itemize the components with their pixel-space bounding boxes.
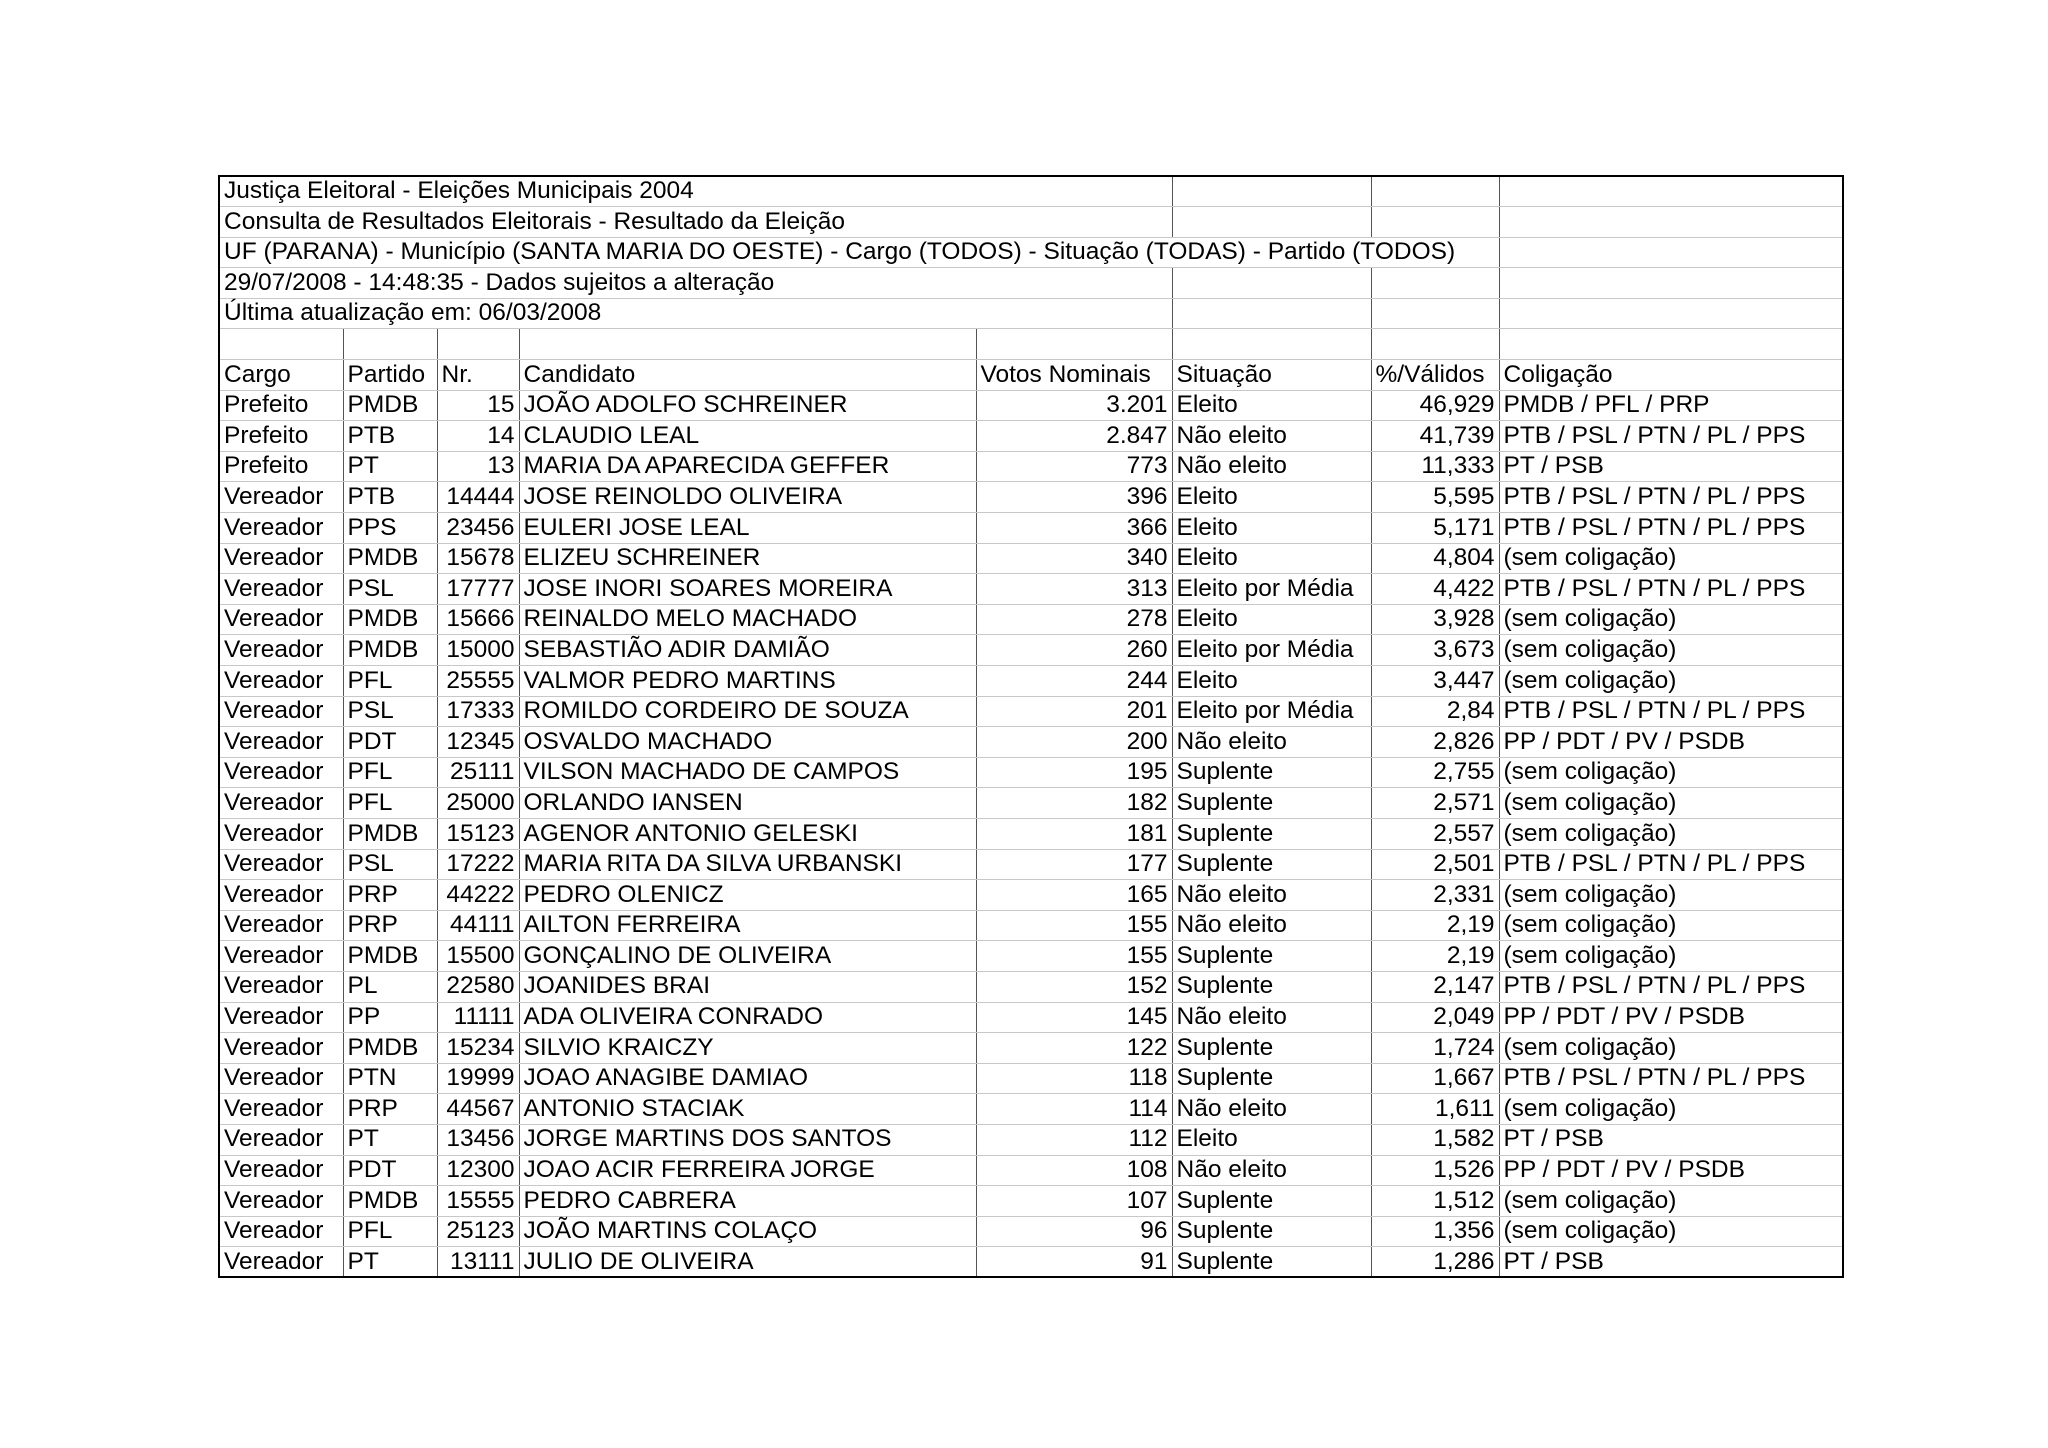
coligacao-cell: PTB / PSL / PTN / PL / PPS [1499,696,1843,727]
coligacao-cell: (sem coligação) [1499,880,1843,911]
cargo-cell: Vereador [219,788,343,819]
partido-cell: PDT [343,1155,437,1186]
nr-cell: 12300 [437,1155,519,1186]
nr-cell: 19999 [437,1063,519,1094]
votos-cell: 114 [976,1094,1172,1125]
partido-cell: PT [343,1124,437,1155]
votos-cell: 152 [976,971,1172,1002]
situacao-cell: Não eleito [1172,727,1371,758]
partido-cell: PMDB [343,390,437,421]
votos-cell: 181 [976,818,1172,849]
nr-cell: 13 [437,451,519,482]
nr-cell: 25555 [437,666,519,697]
validos-cell: 2,147 [1371,971,1499,1002]
candidato-cell: AGENOR ANTONIO GELESKI [519,818,976,849]
coligacao-cell: (sem coligação) [1499,666,1843,697]
partido-cell: PDT [343,727,437,758]
validos-cell: 2,557 [1371,818,1499,849]
coligacao-cell: PTB / PSL / PTN / PL / PPS [1499,849,1843,880]
cargo-cell: Vereador [219,1155,343,1186]
candidato-cell: VILSON MACHADO DE CAMPOS [519,757,976,788]
table-row [219,421,1843,452]
table-row [219,757,1843,788]
coligacao-cell: PTB / PSL / PTN / PL / PPS [1499,482,1843,513]
validos-cell: 1,512 [1371,1186,1499,1217]
votos-cell: 201 [976,696,1172,727]
situacao-cell: Não eleito [1172,880,1371,911]
candidato-cell: SILVIO KRAICZY [519,1033,976,1064]
cargo-cell: Vereador [219,971,343,1002]
partido-cell: PMDB [343,941,437,972]
partido-cell: PT [343,451,437,482]
table-row [219,666,1843,697]
nr-cell: 15666 [437,604,519,635]
votos-cell: 340 [976,543,1172,574]
candidato-cell: MARIA DA APARECIDA GEFFER [519,451,976,482]
coligacao-cell: (sem coligação) [1499,757,1843,788]
validos-cell: 1,611 [1371,1094,1499,1125]
coligacao-cell: (sem coligação) [1499,788,1843,819]
nr-cell: 15000 [437,635,519,666]
validos-cell: 2,755 [1371,757,1499,788]
nr-cell: 12345 [437,727,519,758]
validos-cell: 46,929 [1371,390,1499,421]
candidato-cell: PEDRO CABRERA [519,1186,976,1217]
nr-cell: 15678 [437,543,519,574]
situacao-cell: Suplente [1172,1063,1371,1094]
votos-cell: 177 [976,849,1172,880]
validos-cell: 1,356 [1371,1216,1499,1247]
partido-cell: PTN [343,1063,437,1094]
table-row [219,543,1843,574]
table-row [219,390,1843,421]
table-row [219,1124,1843,1155]
nr-cell: 17777 [437,574,519,605]
table-row [219,727,1843,758]
partido-cell: PMDB [343,604,437,635]
validos-cell: 2,19 [1371,941,1499,972]
partido-cell: PFL [343,1216,437,1247]
validos-cell: 3,447 [1371,666,1499,697]
table-row [219,971,1843,1002]
table-row [219,482,1843,513]
votos-cell: 200 [976,727,1172,758]
situacao-cell: Não eleito [1172,451,1371,482]
validos-cell: 11,333 [1371,451,1499,482]
partido-cell: PMDB [343,818,437,849]
table-row [219,451,1843,482]
validos-cell: 2,331 [1371,880,1499,911]
partido-cell: PPS [343,513,437,544]
votos-cell: 278 [976,604,1172,635]
candidato-cell: JOSE INORI SOARES MOREIRA [519,574,976,605]
situacao-cell: Suplente [1172,757,1371,788]
candidato-cell: SEBASTIÃO ADIR DAMIÃO [519,635,976,666]
coligacao-cell: PP / PDT / PV / PSDB [1499,1155,1843,1186]
validos-cell: 1,582 [1371,1124,1499,1155]
col-header-votos: Votos Nominais [976,360,1172,391]
partido-cell: PFL [343,666,437,697]
validos-cell: 2,84 [1371,696,1499,727]
nr-cell: 11111 [437,1002,519,1033]
nr-cell: 44222 [437,880,519,911]
candidato-cell: CLAUDIO LEAL [519,421,976,452]
situacao-cell: Eleito [1172,1124,1371,1155]
table-row [219,513,1843,544]
col-header-situacao: Situação [1172,360,1371,391]
cargo-cell: Vereador [219,1124,343,1155]
partido-cell: PTB [343,482,437,513]
situacao-cell: Eleito [1172,666,1371,697]
coligacao-cell: (sem coligação) [1499,635,1843,666]
cargo-cell: Vereador [219,1002,343,1033]
candidato-cell: JOAO ANAGIBE DAMIAO [519,1063,976,1094]
col-header-partido: Partido [343,360,437,391]
table-row [219,1186,1843,1217]
cargo-cell: Vereador [219,727,343,758]
table-row [219,1002,1843,1033]
cargo-cell: Vereador [219,696,343,727]
table-row [219,1247,1843,1278]
situacao-cell: Suplente [1172,1247,1371,1278]
table-row [219,941,1843,972]
nr-cell: 15234 [437,1033,519,1064]
validos-cell: 4,804 [1371,543,1499,574]
nr-cell: 13456 [437,1124,519,1155]
partido-cell: PT [343,1247,437,1278]
cargo-cell: Vereador [219,543,343,574]
table-row [219,1033,1843,1064]
coligacao-cell: PTB / PSL / PTN / PL / PPS [1499,574,1843,605]
header-timestamp: 29/07/2008 - 14:48:35 - Dados sujeitos a alteração [219,268,1172,299]
candidato-cell: JOSE REINOLDO OLIVEIRA [519,482,976,513]
table-row [219,1216,1843,1247]
nr-cell: 15 [437,390,519,421]
situacao-cell: Não eleito [1172,1155,1371,1186]
table-row [219,849,1843,880]
nr-cell: 17333 [437,696,519,727]
votos-cell: 118 [976,1063,1172,1094]
candidato-cell: GONÇALINO DE OLIVEIRA [519,941,976,972]
votos-cell: 145 [976,1002,1172,1033]
cargo-cell: Vereador [219,1094,343,1125]
table-row [219,604,1843,635]
validos-cell: 2,826 [1371,727,1499,758]
cargo-cell: Vereador [219,941,343,972]
coligacao-cell: PTB / PSL / PTN / PL / PPS [1499,513,1843,544]
header-updated: Última atualização em: 06/03/2008 [219,298,1172,329]
col-header-nr: Nr. [437,360,519,391]
votos-cell: 396 [976,482,1172,513]
cargo-cell: Vereador [219,757,343,788]
votos-cell: 91 [976,1247,1172,1278]
cargo-cell: Prefeito [219,421,343,452]
partido-cell: PP [343,1002,437,1033]
cargo-cell: Vereador [219,666,343,697]
partido-cell: PMDB [343,1186,437,1217]
situacao-cell: Suplente [1172,849,1371,880]
table-row [219,818,1843,849]
table-row [219,788,1843,819]
coligacao-cell: PT / PSB [1499,451,1843,482]
candidato-cell: ADA OLIVEIRA CONRADO [519,1002,976,1033]
nr-cell: 25111 [437,757,519,788]
votos-cell: 773 [976,451,1172,482]
votos-cell: 366 [976,513,1172,544]
coligacao-cell: PP / PDT / PV / PSDB [1499,1002,1843,1033]
votos-cell: 155 [976,941,1172,972]
votos-cell: 260 [976,635,1172,666]
partido-cell: PRP [343,1094,437,1125]
validos-cell: 5,595 [1371,482,1499,513]
situacao-cell: Eleito por Média [1172,635,1371,666]
votos-cell: 244 [976,666,1172,697]
nr-cell: 14444 [437,482,519,513]
header-row-subtitle [219,207,1843,238]
validos-cell: 4,422 [1371,574,1499,605]
header-title: Justiça Eleitoral - Eleições Municipais 2004 [219,176,1172,207]
candidato-cell: ANTONIO STACIAK [519,1094,976,1125]
nr-cell: 15123 [437,818,519,849]
cargo-cell: Vereador [219,604,343,635]
situacao-cell: Eleito por Média [1172,574,1371,605]
partido-cell: PFL [343,757,437,788]
validos-cell: 2,19 [1371,910,1499,941]
situacao-cell: Não eleito [1172,421,1371,452]
nr-cell: 25000 [437,788,519,819]
votos-cell: 155 [976,910,1172,941]
situacao-cell: Não eleito [1172,1002,1371,1033]
cargo-cell: Vereador [219,1247,343,1278]
coligacao-cell: PT / PSB [1499,1247,1843,1278]
situacao-cell: Suplente [1172,788,1371,819]
header-row-timestamp [219,268,1843,299]
col-header-cargo: Cargo [219,360,343,391]
validos-cell: 1,286 [1371,1247,1499,1278]
votos-cell: 122 [976,1033,1172,1064]
header-row-updated [219,298,1843,329]
coligacao-cell: (sem coligação) [1499,1216,1843,1247]
candidato-cell: AILTON FERREIRA [519,910,976,941]
coligacao-cell: PT / PSB [1499,1124,1843,1155]
blank-row [219,329,1843,360]
partido-cell: PSL [343,849,437,880]
nr-cell: 23456 [437,513,519,544]
votos-cell: 96 [976,1216,1172,1247]
candidato-cell: VALMOR PEDRO MARTINS [519,666,976,697]
coligacao-cell: (sem coligação) [1499,604,1843,635]
candidato-cell: JULIO DE OLIVEIRA [519,1247,976,1278]
votos-cell: 313 [976,574,1172,605]
coligacao-cell: (sem coligação) [1499,941,1843,972]
cargo-cell: Vereador [219,910,343,941]
col-header-validos: %/Válidos [1371,360,1499,391]
validos-cell: 5,171 [1371,513,1499,544]
candidato-cell: REINALDO MELO MACHADO [519,604,976,635]
votos-cell: 112 [976,1124,1172,1155]
coligacao-cell: (sem coligação) [1499,910,1843,941]
coligacao-cell: PTB / PSL / PTN / PL / PPS [1499,971,1843,1002]
votos-cell: 2.847 [976,421,1172,452]
nr-cell: 13111 [437,1247,519,1278]
coligacao-cell: PMDB / PFL / PRP [1499,390,1843,421]
header-subtitle: Consulta de Resultados Eleitorais - Resultado da Eleição [219,207,1172,238]
votos-cell: 195 [976,757,1172,788]
nr-cell: 25123 [437,1216,519,1247]
situacao-cell: Eleito [1172,543,1371,574]
table-row [219,574,1843,605]
nr-cell: 22580 [437,971,519,1002]
table-row [219,635,1843,666]
validos-cell: 41,739 [1371,421,1499,452]
nr-cell: 14 [437,421,519,452]
votos-cell: 182 [976,788,1172,819]
candidato-cell: JOÃO ADOLFO SCHREINER [519,390,976,421]
partido-cell: PRP [343,880,437,911]
coligacao-cell: (sem coligação) [1499,1094,1843,1125]
nr-cell: 17222 [437,849,519,880]
cargo-cell: Vereador [219,880,343,911]
votos-cell: 3.201 [976,390,1172,421]
candidato-cell: JOAO ACIR FERREIRA JORGE [519,1155,976,1186]
coligacao-cell: (sem coligação) [1499,543,1843,574]
cargo-cell: Vereador [219,574,343,605]
coligacao-cell: (sem coligação) [1499,818,1843,849]
partido-cell: PMDB [343,1033,437,1064]
situacao-cell: Eleito [1172,604,1371,635]
coligacao-cell: (sem coligação) [1499,1186,1843,1217]
partido-cell: PFL [343,788,437,819]
table-row [219,1063,1843,1094]
candidato-cell: JOÃO MARTINS COLAÇO [519,1216,976,1247]
situacao-cell: Eleito por Média [1172,696,1371,727]
situacao-cell: Suplente [1172,941,1371,972]
nr-cell: 15500 [437,941,519,972]
candidato-cell: PEDRO OLENICZ [519,880,976,911]
cargo-cell: Vereador [219,818,343,849]
table-row [219,880,1843,911]
situacao-cell: Eleito [1172,513,1371,544]
validos-cell: 3,673 [1371,635,1499,666]
validos-cell: 3,928 [1371,604,1499,635]
partido-cell: PRP [343,910,437,941]
partido-cell: PL [343,971,437,1002]
candidato-cell: MARIA RITA DA SILVA URBANSKI [519,849,976,880]
partido-cell: PMDB [343,543,437,574]
situacao-cell: Suplente [1172,1186,1371,1217]
nr-cell: 15555 [437,1186,519,1217]
situacao-cell: Eleito [1172,390,1371,421]
cargo-cell: Vereador [219,1216,343,1247]
header-row-title [219,176,1843,207]
cargo-cell: Vereador [219,1063,343,1094]
cargo-cell: Vereador [219,482,343,513]
validos-cell: 1,667 [1371,1063,1499,1094]
col-header-coligacao: Coligação [1499,360,1843,391]
situacao-cell: Suplente [1172,1033,1371,1064]
table-row [219,910,1843,941]
candidato-cell: ORLANDO IANSEN [519,788,976,819]
validos-cell: 2,501 [1371,849,1499,880]
cargo-cell: Vereador [219,513,343,544]
candidato-cell: EULERI JOSE LEAL [519,513,976,544]
coligacao-cell: PP / PDT / PV / PSDB [1499,727,1843,758]
situacao-cell: Não eleito [1172,1094,1371,1125]
partido-cell: PSL [343,696,437,727]
candidato-cell: JORGE MARTINS DOS SANTOS [519,1124,976,1155]
partido-cell: PSL [343,574,437,605]
results-table [218,175,1844,1278]
cargo-cell: Prefeito [219,451,343,482]
validos-cell: 1,526 [1371,1155,1499,1186]
votos-cell: 107 [976,1186,1172,1217]
header-filters: UF (PARANA) - Município (SANTA MARIA DO OESTE) - Cargo (TODOS) - Situação (TODAS) - Partido (TODOS) [219,237,1499,268]
column-header-row [219,360,1843,391]
cargo-cell: Vereador [219,1033,343,1064]
cargo-cell: Vereador [219,849,343,880]
coligacao-cell: (sem coligação) [1499,1033,1843,1064]
situacao-cell: Suplente [1172,1216,1371,1247]
candidato-cell: OSVALDO MACHADO [519,727,976,758]
votos-cell: 165 [976,880,1172,911]
coligacao-cell: PTB / PSL / PTN / PL / PPS [1499,421,1843,452]
header-row-filters [219,237,1843,268]
validos-cell: 2,571 [1371,788,1499,819]
candidato-cell: JOANIDES BRAI [519,971,976,1002]
cargo-cell: Vereador [219,1186,343,1217]
nr-cell: 44567 [437,1094,519,1125]
cargo-cell: Prefeito [219,390,343,421]
situacao-cell: Não eleito [1172,910,1371,941]
table-row [219,1094,1843,1125]
candidato-cell: ROMILDO CORDEIRO DE SOUZA [519,696,976,727]
situacao-cell: Eleito [1172,482,1371,513]
partido-cell: PMDB [343,635,437,666]
situacao-cell: Suplente [1172,818,1371,849]
coligacao-cell: PTB / PSL / PTN / PL / PPS [1499,1063,1843,1094]
validos-cell: 1,724 [1371,1033,1499,1064]
col-header-candidato: Candidato [519,360,976,391]
table-row [219,1155,1843,1186]
situacao-cell: Suplente [1172,971,1371,1002]
cargo-cell: Vereador [219,635,343,666]
nr-cell: 44111 [437,910,519,941]
votos-cell: 108 [976,1155,1172,1186]
validos-cell: 2,049 [1371,1002,1499,1033]
partido-cell: PTB [343,421,437,452]
table-row [219,696,1843,727]
candidato-cell: ELIZEU SCHREINER [519,543,976,574]
